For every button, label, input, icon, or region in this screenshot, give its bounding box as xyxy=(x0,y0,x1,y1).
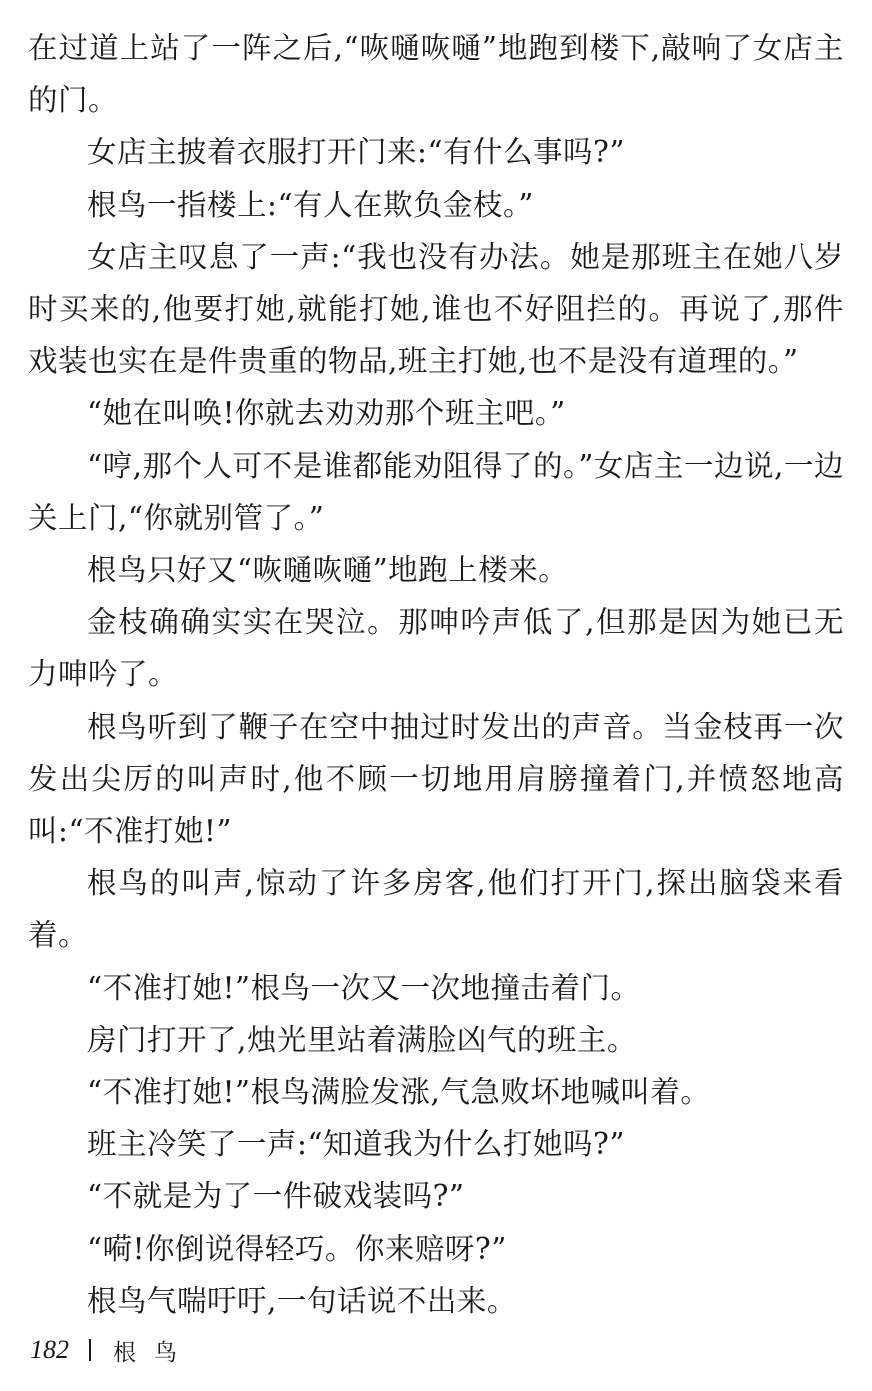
paragraph: “不准打她!”根鸟一次又一次地撞击着门。 xyxy=(87,970,641,1005)
paragraph: 根鸟的叫声,惊动了许多房客,他们打开门,探出脑袋来看着。 xyxy=(28,866,844,953)
paragraph: 根鸟一指楼上:“有人在欺负金枝。” xyxy=(87,187,534,222)
paragraph: 根鸟气喘吁吁,一句话说不出来。 xyxy=(87,1283,517,1318)
paragraph: 根鸟听到了鞭子在空中抽过时发出的声音。当金枝再一次发出尖厉的叫声时,他不顾一切地用肩膀撞着门,并愤怒地高叫:“不准打她!” xyxy=(28,709,844,849)
paragraph: 女店主披着衣服打开门来:“有什么事吗?” xyxy=(87,135,625,170)
paragraph: 女店主叹息了一声:“我也没有办法。她是那班主在她八岁时买来的,他要打她,就能打她,谁也不好阻拦的。再说了,那件戏装也实在是件贵重的物品,班主打她,也不是没有道理的。” xyxy=(28,239,844,379)
page-footer xyxy=(30,1330,195,1370)
paragraph: “不准打她!”根鸟满脸发涨,气急败坏地喊叫着。 xyxy=(87,1075,711,1110)
paragraph: 在过道上站了一阵之后,“咴嗵咴嗵”地跑到楼下,敲响了女店主的门。 xyxy=(28,31,844,118)
page-number: 182 xyxy=(30,1335,69,1364)
running-title: 根鸟 xyxy=(113,1339,195,1366)
paragraph: 房门打开了,烛光里站着满脸凶气的班主。 xyxy=(87,1022,637,1057)
paragraph: 班主冷笑了一声:“知道我为什么打她吗?” xyxy=(87,1127,625,1162)
paragraph: 金枝确确实实在哭泣。那呻吟声低了,但那是因为她已无力呻吟了。 xyxy=(28,605,844,692)
body-text xyxy=(28,22,844,1327)
paragraph: “不就是为了一件破戏装吗?” xyxy=(87,1179,465,1214)
paragraph: “嗬!你倒说得轻巧。你来赔呀?” xyxy=(87,1231,507,1266)
paragraph: “她在叫唤!你就去劝劝那个班主吧。” xyxy=(87,396,566,431)
paragraph: “哼,那个人可不是谁都能劝阻得了的。”女店主一边说,一边关上门,“你就别管了。” xyxy=(28,448,844,535)
paragraph: 根鸟只好又“咴嗵咴嗵”地跑上楼来。 xyxy=(87,553,569,588)
footer-divider xyxy=(89,1339,91,1361)
